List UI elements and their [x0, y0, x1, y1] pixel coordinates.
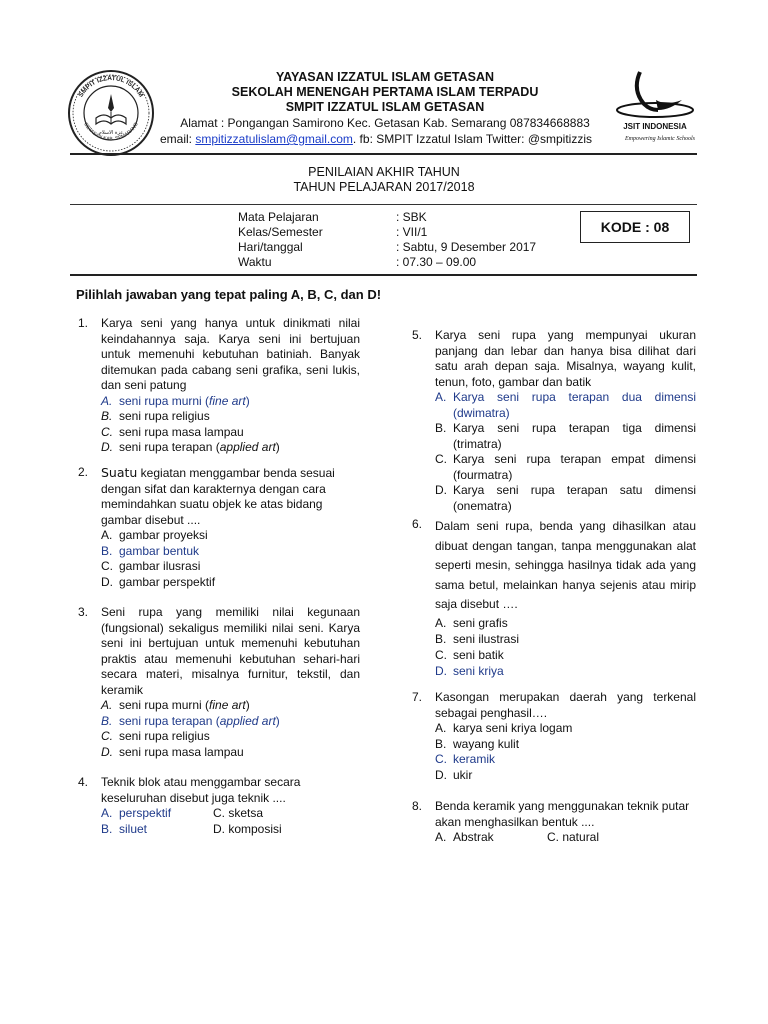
- info-divider: [70, 274, 697, 276]
- school-name: SMPIT IZZATUL ISLAM GETASAN: [285, 100, 485, 114]
- svg-text:Empowering Islamic Schools: Empowering Islamic Schools: [625, 136, 695, 142]
- school-type: SEKOLAH MENENGAH PERTAMA ISLAM TERPADU: [231, 85, 539, 99]
- school-seal-logo: [66, 68, 156, 158]
- contact-line: email: smpitizzatulislam@gmail.com. fb: SMPIT Izzatul Islam Twitter: @smpitizzis: [160, 132, 593, 146]
- svg-text:GETASAN KAB. SEMARANG: GETASAN KAB. SEMARANG: [82, 121, 140, 143]
- exam-code-box: KODE : 08: [580, 211, 690, 243]
- exam-title: PENILAIAN AKHIR TAHUN TAHUN PELAJARAN 2017/2018: [293, 165, 475, 194]
- svg-text:عزة الاسلام: عزة الاسلام: [98, 130, 124, 136]
- svg-text:JSIT INDONESIA: JSIT INDONESIA: [623, 122, 687, 131]
- instructions: Pilihlah jawaban yang tepat paling A, B, C, dan D!: [76, 287, 382, 302]
- email-link[interactable]: smpitizzatulislam@gmail.com: [195, 132, 353, 146]
- header-divider: [70, 153, 697, 155]
- svg-text:SMPIT IZZATUL ISLAM: SMPIT IZZATUL ISLAM: [77, 74, 145, 99]
- exam-info: Mata Pelajaran : SBK Kelas/Semester : VII/1 Hari/tanggal : Sabtu, 9 Desember 2017 Waktu : 07.30 – 09.00: [238, 210, 537, 269]
- title-divider: [70, 204, 697, 205]
- jsit-logo: [610, 70, 700, 154]
- foundation-name: YAYASAN IZZATUL ISLAM GETASAN: [275, 70, 495, 84]
- letterhead: [0, 70, 768, 154]
- school-address: Alamat : Pongangan Samirono Kec. Getasan Kab. Semarang 087834668883: [180, 116, 590, 130]
